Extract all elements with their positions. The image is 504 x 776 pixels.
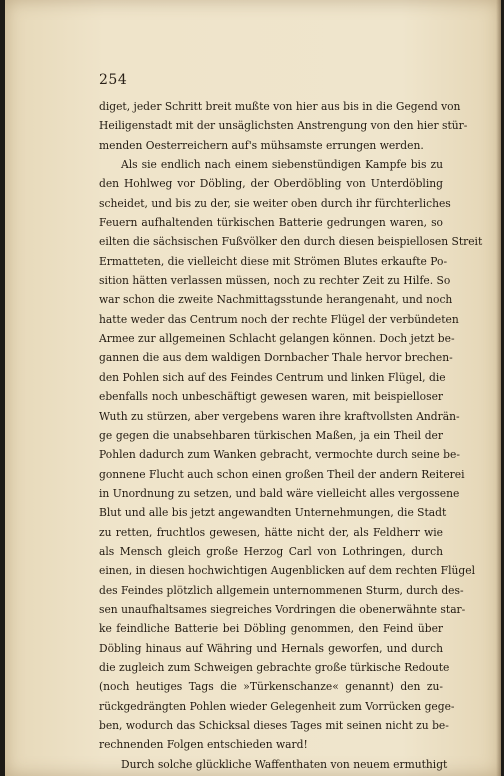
text-line: Als sie endlich nach einem siebenstündigen Kampfe bis zu (121, 158, 443, 172)
text-line: (noch heutiges Tags die »Türkenschanze« genannt) den zu- (99, 680, 443, 694)
book-page (5, 0, 501, 776)
text-line: Heiligenstadt mit der unsäglichsten Anstrengung von den hier stür- (99, 119, 468, 133)
text-line: Blut und alle bis jetzt angewandten Unternehmungen, die Stadt (99, 506, 447, 520)
text-line: Ermatteten, die vielleicht diese mit Strömen Blutes erkaufte Po- (99, 254, 448, 268)
body-text (99, 97, 483, 774)
text-line: sition hätten verlassen müssen, noch zu rechter Zeit zu Hilfe. So (99, 274, 451, 288)
text-line: eilten die sächsischen Fußvölker den durch diesen beispiellosen Streit (99, 235, 483, 249)
text-line: als Mensch gleich große Herzog Carl von Lothringen, durch (99, 544, 443, 558)
text-line: Wuth zu stürzen, aber vergebens waren ihre kraftvollsten Andrän- (99, 409, 460, 423)
text-line: zu retten, fruchtlos gewesen, hätte nicht der, als Feldherr wie (99, 525, 443, 539)
text-line: Durch solche glückliche Waffenthaten von neuem ermuthigt (121, 757, 448, 771)
text-line: rückgedrängten Pohlen wieder Gelegenheit zum Vorrücken gege- (99, 699, 455, 713)
text-line: einen, in diesen hochwichtigen Augenblicken auf dem rechten Flügel (99, 564, 475, 578)
text-line: ke feindliche Batterie bei Döbling genommen, den Feind über (99, 622, 443, 636)
text-line: Feuern aufhaltenden türkischen Batterie gedrungen waren, so (99, 216, 443, 230)
text-line: des Feindes plötzlich allgemein unternommenen Sturm, durch des- (99, 583, 464, 597)
text-line: die zugleich zum Schweigen gebrachte große türkische Redoute (99, 660, 450, 674)
text-line: war schon die zweite Nachmittagsstunde herangenaht, und noch (99, 293, 453, 307)
page-number: 254 (99, 72, 128, 88)
text-line: Armee zur allgemeinen Schlacht gelangen können. Doch jetzt be- (99, 332, 455, 346)
text-line: sen unaufhaltsames siegreiches Vordringen die obenerwähnte star- (99, 602, 466, 616)
text-line: scheidet, und bis zu der, sie weiter oben durch ihr fürchterliches (99, 196, 451, 210)
text-line: rechnenden Folgen entschieden ward! (99, 738, 308, 752)
text-line: ebenfalls noch unbeschäftigt gewesen waren, mit beispielloser (99, 390, 443, 404)
text-line: gannen die aus dem waldigen Dornbacher Thale hervor brechen- (99, 351, 453, 365)
text-line: ge gegen die unabsehbaren türkischen Maßen, ja ein Theil der (99, 428, 443, 442)
text-line: in Unordnung zu setzen, und bald wäre vielleicht alles vergossene (99, 486, 460, 500)
text-line: ben, wodurch das Schicksal dieses Tages mit seinen nicht zu be- (99, 719, 449, 732)
page-edge-shadow (496, 0, 501, 776)
text-line: menden Oesterreichern auf's mühsamste errungen werden. (99, 138, 424, 152)
text-line: diget, jeder Schritt breit mußte von hier aus bis in die Gegend von (99, 100, 461, 113)
text-line: den Pohlen sich auf des Feindes Centrum und linken Flügel, die (99, 370, 446, 384)
text-line: den Hohlweg vor Döbling, der Oberdöbling von Unterdöbling (99, 177, 443, 191)
text-line: gonnene Flucht auch schon einen großen Theil der andern Reiterei (99, 467, 465, 481)
text-line: Döbling hinaus auf Währing und Hernals geworfen, und durch (99, 641, 443, 655)
text-line: hatte weder das Centrum noch der rechte Flügel der verbündeten (99, 312, 459, 326)
text-line: Pohlen dadurch zum Wanken gebracht, vermochte durch seine be- (99, 448, 460, 462)
